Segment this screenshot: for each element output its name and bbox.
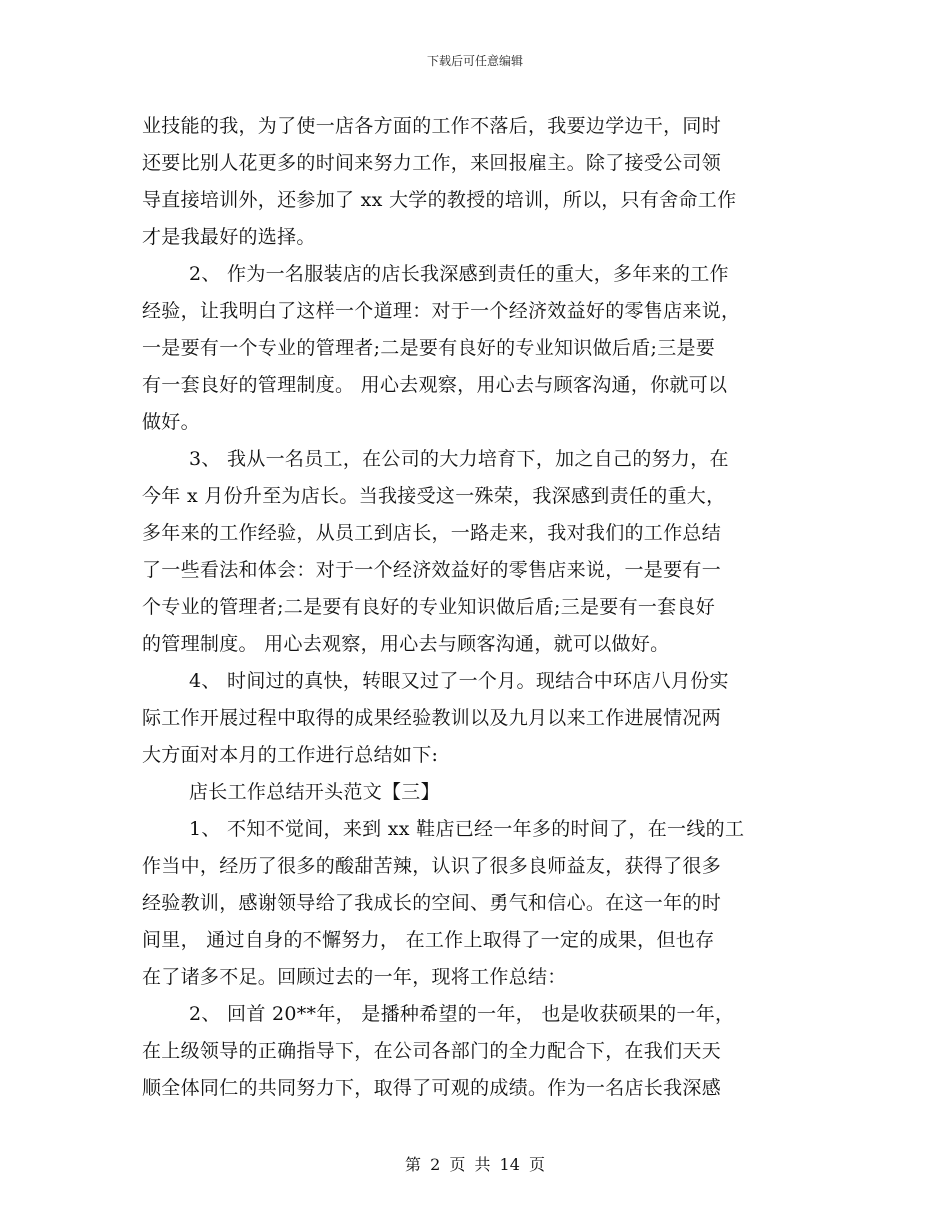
text-line: 2、 作为一名服装店的店长我深感到责任的重大，多年来的工作: [189, 263, 729, 285]
text-line: 经验，让我明白了这样一个道理：对于一个经济效益好的零售店来说，: [142, 300, 741, 322]
page-header: 下载后可任意编辑: [426, 54, 523, 68]
text-line: 有一套良好的管理制度。 用心去观察，用心去与顾客沟通，你就可以: [142, 374, 728, 396]
text-line: 间里， 通过自身的不懈努力， 在工作上取得了一定的成果，但也存: [142, 929, 715, 951]
text-line: 导直接培训外，还参加了 xx 大学的教授的培训，所以，只有舍命工作: [142, 189, 737, 211]
text-line: 个专业的管理者;二是要有良好的专业知识做后盾;三是要有一套良好: [142, 596, 716, 618]
text-line: 际工作开展过程中取得的成果经验教训以及九月以来工作进展情况两: [142, 707, 722, 729]
text-line: 4、 时间过的真快，转眼又过了一个月。现结合中环店八月份实: [189, 670, 729, 692]
text-line: 2、 回首 20**年， 是播种希望的一年， 也是收获硕果的一年，: [189, 1003, 735, 1025]
text-line: 经验教训，感谢领导给了我成长的空间、勇气和信心。在这一年的时: [142, 892, 722, 914]
text-line: 在上级领导的正确指导下，在公司各部门的全力配合下，在我们天天: [142, 1040, 722, 1062]
text-line: 一是要有一个专业的管理者;二是要有良好的专业知识做后盾;三是要: [142, 337, 716, 359]
text-line: 店长工作总结开头范文【三】: [189, 781, 440, 803]
text-line: 顺全体同仁的共同努力下，取得了可观的成绩。作为一名店长我深感: [142, 1077, 722, 1099]
text-line: 今年 x 月份升至为店长。当我接受这一殊荣，我深感到责任的重大，: [142, 485, 726, 507]
text-line: 做好。: [142, 411, 200, 433]
text-line: 大方面对本月的工作进行总结如下:: [142, 744, 439, 766]
text-line: 3、 我从一名员工，在公司的大力培育下，加之自己的努力，在: [189, 448, 729, 470]
text-line: 的管理制度。 用心去观察，用心去与顾客沟通，就可以做好。: [142, 633, 670, 655]
text-line: 业技能的我，为了使一店各方面的工作不落后，我要边学边干，同时: [142, 115, 722, 137]
text-line: 才是我最好的选择。: [142, 226, 316, 248]
page-number: 第 2 页 共 14 页: [405, 1155, 545, 1174]
text-line: 1、 不知不觉间，来到 xx 鞋店已经一年多的时间了，在一线的工: [189, 818, 745, 840]
document-body: [142, 108, 810, 1107]
text-line: 在了诸多不足。回顾过去的一年，现将工作总结：: [142, 966, 567, 988]
text-line: 还要比别人花更多的时间来努力工作，来回报雇主。除了接受公司领: [142, 152, 722, 174]
text-line: 多年来的工作经验，从员工到店长，一路走来，我对我们的工作总结: [142, 522, 722, 544]
text-line: 作当中，经历了很多的酸甜苦辣，认识了很多良师益友，获得了很多: [142, 855, 722, 877]
text-line: 了一些看法和体会：对于一个经济效益好的零售店来说，一是要有一: [142, 559, 722, 581]
